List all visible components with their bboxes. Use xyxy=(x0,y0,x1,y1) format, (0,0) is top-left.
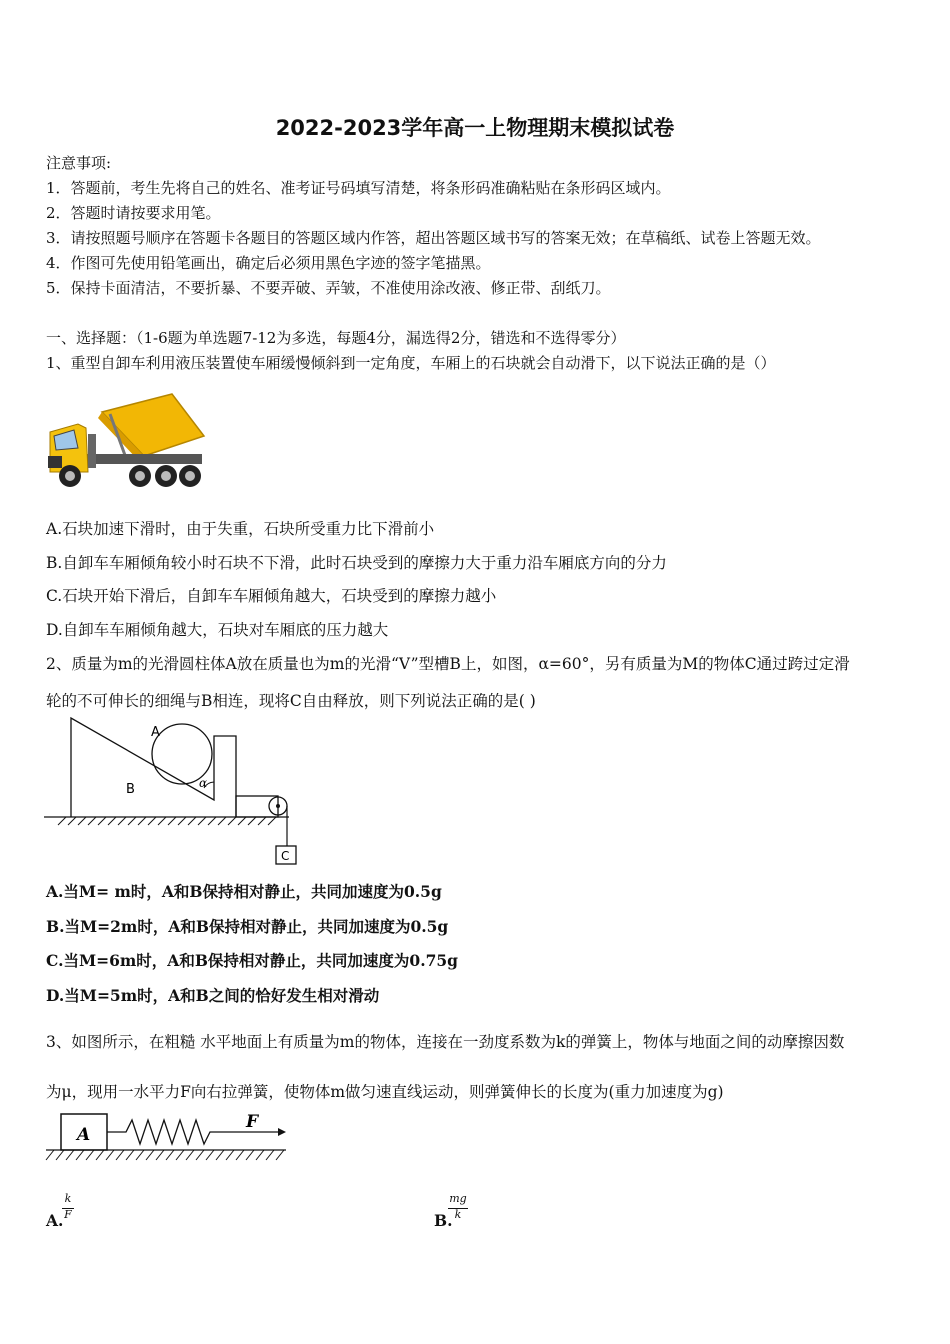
q3-option-a-label: A. xyxy=(46,1211,64,1230)
q1-option-a: A.石块加速下滑时，由于失重，石块所受重力比下滑前小 xyxy=(46,520,435,538)
notice-item: 2．答题时请按要求用笔。 xyxy=(46,204,221,222)
q2-option-c: C.当M=6m时，A和B保持相对静止，共同加速度为0.75g xyxy=(46,951,459,970)
notice-item: 5．保持卡面清洁，不要折暴、不要弄破、弄皱，不准使用涂改液、修正带、刮纸刀。 xyxy=(46,279,611,297)
q3-option-a-numerator: k xyxy=(64,1192,72,1205)
spring-diagram xyxy=(44,1108,289,1170)
question-3-stem: 3、如图所示，在粗糙 水平地面上有质量为m的物体，连接在一劲度系数为k的弹簧上，物体与地面之间的动摩擦因数 xyxy=(46,1033,845,1051)
page-title: 2022-2023学年高一上物理期末模拟试卷 xyxy=(275,116,675,140)
dump-truck-image xyxy=(44,384,209,494)
q3-option-b-numerator: mg xyxy=(449,1192,467,1205)
q2-option-d: D.当M=5m时，A和B之间的恰好发生相对滑动 xyxy=(46,986,380,1005)
v-groove-diagram xyxy=(44,712,304,872)
q3-option-b-label: B. xyxy=(434,1211,453,1230)
question-2-stem: 2、质量为m的光滑圆柱体A放在质量也为m的光滑“V”型槽B上，如图，α=60°，另有质量为M的物体C通过跨过定滑 xyxy=(46,655,850,673)
section-heading: 一、选择题：（1-6题为单选题7-12为多选，每题4分，漏选得2分，错选和不选得零分） xyxy=(46,329,626,347)
notice-item: 3．请按照题号顺序在答题卡各题目的答题区域内作答，超出答题区域书写的答案无效；在草稿纸、试卷上答题无效。 xyxy=(46,229,821,247)
label-b: B xyxy=(126,782,135,797)
notice-heading: 注意事项: xyxy=(46,154,112,172)
question-1-stem: 1、重型自卸车利用液压装置使车厢缓慢倾斜到一定角度，车厢上的石块就会自动滑下，以下说法正确的是（） xyxy=(46,354,776,372)
question-3-stem-cont: 为μ，现用一水平力F向右拉弹簧，使物体m做匀速直线运动，则弹簧伸长的长度为(重力加速度为g) xyxy=(46,1083,724,1101)
q1-option-c: C.石块开始下滑后，自卸车车厢倾角越大，石块受到的摩擦力越小 xyxy=(46,587,497,605)
q1-option-d: D.自卸车车厢倾角越大，石块对车厢底的压力越大 xyxy=(46,621,389,639)
label-alpha: α xyxy=(199,776,208,790)
q3-option-b-denominator: k xyxy=(454,1208,462,1221)
q1-option-b: B.自卸车车厢倾角较小时石块不下滑，此时石块受到的摩擦力大于重力沿车厢底方向的分力 xyxy=(46,554,667,572)
q2-option-a: A.当M= m时，A和B保持相对静止，共同加速度为0.5g xyxy=(46,882,442,901)
label-c: C xyxy=(281,849,290,863)
notice-item: 1．答题前，考生先将自己的姓名、准考证号码填写清楚，将条形码准确粘贴在条形码区域内。 xyxy=(46,179,671,197)
q2-option-b: B.当M=2m时，A和B保持相对静止，共同加速度为0.5g xyxy=(46,917,449,936)
label-force: F xyxy=(246,1112,259,1132)
notice-item: 4．作图可先使用铅笔画出，确定后必须用黑色字迹的签字笔描黑。 xyxy=(46,254,491,272)
question-2-stem-cont: 轮的不可伸长的细绳与B相连，现将C自由释放，则下列说法正确的是( ) xyxy=(46,692,536,710)
q3-option-a-denominator: F xyxy=(64,1208,72,1221)
label-a: A xyxy=(151,725,160,740)
label-block: A xyxy=(77,1125,91,1145)
